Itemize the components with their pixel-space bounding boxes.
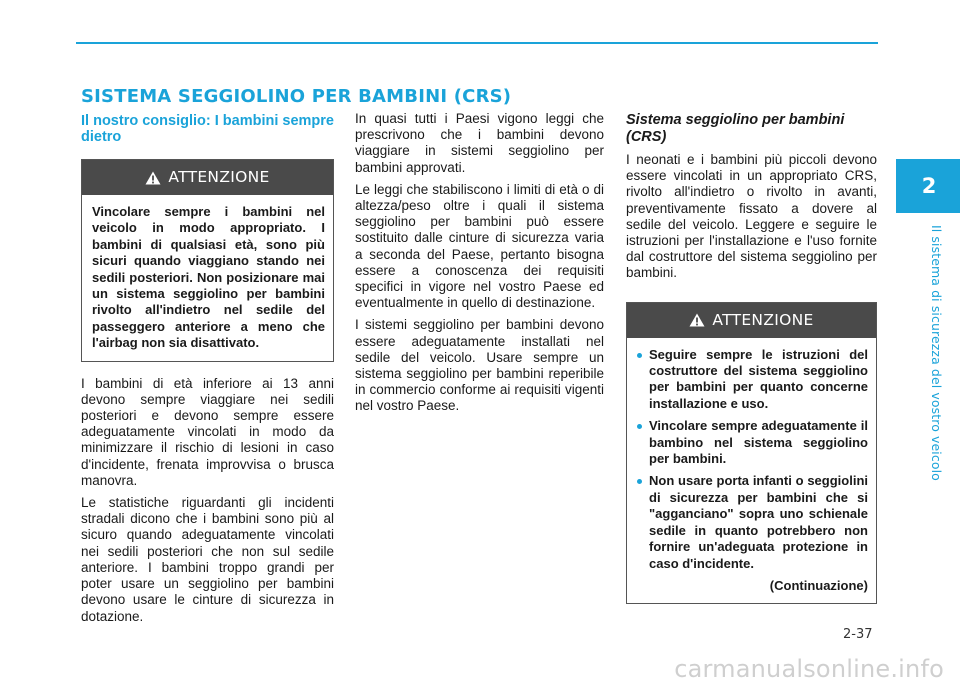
column-3 xyxy=(626,112,877,618)
column-2 xyxy=(355,111,604,421)
warning-triangle-icon xyxy=(145,171,161,185)
paragraph: I sistemi seggiolino per bambini devono essere adeguatamente installati nel sedile del veicolo. Usare sempre un sistema seggiolino per bambini reperibile in commercio conforme ai requisiti vigenti nel vostro Paese. xyxy=(355,317,604,414)
paragraph: Le leggi che stabiliscono i limiti di età o di altezza/peso oltre i quali il sistema seggiolino per bambini può essere sostituito dalle cinture di sicurezza varia a seconda del Paese, pertanto bisogna essere a conoscenza dei requisiti specifici in vigore nel vostro Paese ed eventualmente in quello di destinazione. xyxy=(355,181,604,311)
warning-triangle-icon xyxy=(689,313,705,327)
warning-title: ATTENZIONE xyxy=(712,311,814,330)
paragraph: In quasi tutti i Paesi vigono leggi che prescrivono che i bambini devono viaggiare in sistemi seggiolino per bambini approvati. xyxy=(355,111,604,175)
chapter-number: 2 xyxy=(921,174,937,198)
warning-bullet: Non usare porta infanti o seggiolini di sicurezza per bambini che si "agganciano" sopra uno schienale sedile in quanto potrebbero non fornire un'adeguata protezione in caso d'incidente. xyxy=(637,473,868,571)
warning-body xyxy=(627,338,876,604)
warning-bullet: Seguire sempre le istruzioni del costruttore del sistema seggiolino per bambini per quanto concerne installazione e uso. xyxy=(637,347,868,413)
section-title: SISTEMA SEGGIOLINO PER BAMBINI (CRS) xyxy=(81,86,512,107)
paragraph: I bambini di età inferiore ai 13 anni devono sempre viaggiare nei sedili posteriori e devono sempre essere adeguatamente vincolati in modo da minimizzare il rischio di lesioni in caso d'incidente, frenata improvvisa o brusca manovra. xyxy=(81,375,334,488)
paragraph: Le statistiche riguardanti gli incidenti stradali dicono che i bambini sono più al sicuro quando adeguatamente vincolati nei sedili posteriori che non sul sedile anteriore. I bambini troppo grandi per poter usare un seggiolino per bambini devono usare le cinture di sicurezza in dotazione. xyxy=(81,495,334,624)
paragraph: I neonati e i bambini più piccoli devono essere vincolati in un appropriato CRS, rivolto all'indietro o rivolto in avanti, preventivamente fissato a dovere al sedile del veicolo. Leggere e seguire le istruzioni per l'installazione e l'uso fornite dal costruttore del sistema seggiolino per bambini. xyxy=(626,152,877,281)
warning-header xyxy=(82,160,333,195)
warning-box xyxy=(81,159,334,362)
warning-title: ATTENZIONE xyxy=(168,168,270,187)
warning-header xyxy=(627,303,876,338)
warning-box xyxy=(626,302,877,605)
chapter-label: Il sistema di sicurezza del vostro veicolo xyxy=(929,225,944,481)
warning-bullet-list xyxy=(637,347,868,572)
column-1 xyxy=(81,113,334,631)
subheading-children-rear: Il nostro consiglio: I bambini sempre dietro xyxy=(81,113,334,145)
watermark: carmanualsonline.info xyxy=(674,655,944,683)
warning-text: Vincolare sempre i bambini nel veicolo in modo appropriato. I bambini di qualsiasi età, sono più sicuri quando viaggiano stando nei sedili posteriori. Non posizionare mai un sistema seggiolino per bambini rivolto all'indietro nel sedile del passeggero anteriore a meno che l'airbag non sia disattivato. xyxy=(92,204,325,351)
continued-label: (Continuazione) xyxy=(769,577,868,593)
top-rule xyxy=(76,42,878,44)
subheading-crs: Sistema seggiolino per bambini (CRS) xyxy=(626,112,845,145)
chapter-tab xyxy=(896,159,960,213)
warning-bullet: Vincolare sempre adeguatamente il bambino nel sistema seggiolino per bambini. xyxy=(637,418,868,467)
page-number: 2-37 xyxy=(843,627,873,642)
